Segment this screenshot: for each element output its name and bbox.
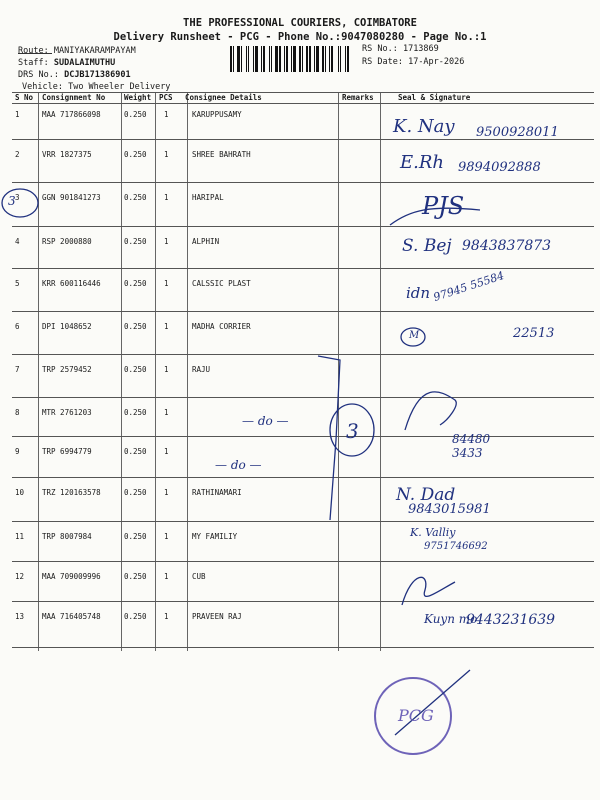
cell-consignee: PRAVEEN RAJ	[192, 612, 242, 621]
cell-consignee: SHREE BAHRATH	[192, 150, 251, 159]
cell-consignee: CUB	[192, 572, 206, 581]
drs-value: DCJB171386901	[64, 70, 131, 80]
route-value: MANIYAKARAMPAYAM	[53, 46, 136, 56]
row-divider	[12, 311, 594, 312]
cell-weight: 0.250	[124, 488, 147, 497]
row6-signature: M	[409, 330, 420, 341]
staff-label: Staff:	[18, 58, 49, 68]
cell-pcs: 1	[164, 110, 169, 119]
cell-weight: 0.250	[124, 532, 147, 541]
col-divider	[121, 92, 122, 651]
row1-signature: K. Nay	[393, 116, 455, 137]
col-divider	[155, 92, 156, 651]
row-divider	[12, 521, 594, 522]
row-divider	[12, 268, 594, 269]
cell-weight: 0.250	[124, 110, 147, 119]
cell-consignment: KRR 600116446	[42, 279, 101, 288]
cell-consignee: RAJU	[192, 365, 211, 374]
row-divider	[12, 561, 594, 562]
cell-weight: 0.250	[124, 612, 147, 621]
vehicle-label: Vehicle:	[22, 82, 63, 92]
cell-pcs: 1	[164, 447, 169, 456]
col-divider	[380, 92, 381, 651]
cell-consignee: RATHINAMARI	[192, 488, 242, 497]
cell-pcs: 1	[164, 572, 169, 581]
row-divider	[12, 182, 594, 183]
cell-weight: 0.250	[124, 365, 147, 374]
cell-pcs: 1	[164, 193, 169, 202]
cell-pcs: 1	[164, 488, 169, 497]
cell-pcs: 1	[164, 532, 169, 541]
cell-weight: 0.250	[124, 447, 147, 456]
cell-consignment: TRP 8007984	[42, 532, 92, 541]
barcode	[230, 46, 358, 72]
rs-date-value: 17-Apr-2026	[408, 57, 465, 67]
vehicle-line	[22, 82, 170, 92]
row-divider	[12, 103, 594, 104]
cell-weight: 0.250	[124, 408, 147, 417]
row5-signature: idn	[406, 284, 431, 302]
cell-sno: 10	[15, 488, 25, 497]
rs-date-line	[362, 57, 464, 67]
row-divider	[12, 477, 594, 478]
cell-consignment: MAA 717866098	[42, 110, 101, 119]
cell-sno: 7	[15, 365, 20, 374]
row-divider	[12, 601, 594, 602]
runsheet-title: Delivery Runsheet - PCG - Phone No.:9047080280 - Page No.:1	[113, 31, 487, 43]
company-title: THE PROFESSIONAL COURIERS, COIMBATORE	[183, 17, 417, 29]
cell-consignment: MAA 716405748	[42, 612, 101, 621]
cell-sno: 8	[15, 408, 20, 417]
cell-consignment: GGN 901841273	[42, 193, 101, 202]
row-divider	[12, 647, 594, 648]
row2-phone: 9894092888	[458, 160, 541, 175]
drs-label: DRS No.:	[18, 70, 59, 80]
cell-consignee: HARIPAL	[192, 193, 224, 202]
route-line	[18, 46, 136, 56]
row4-signature: S. Bej	[402, 236, 452, 256]
drs-line	[18, 70, 131, 80]
row6-phone: 22513	[513, 326, 555, 341]
cell-consignment: TRP 6994779	[42, 447, 92, 456]
staff-line	[18, 58, 115, 68]
row-divider	[12, 397, 594, 398]
col-header-consignment: Consignment No	[42, 93, 106, 102]
cell-weight: 0.250	[124, 322, 147, 331]
cell-weight: 0.250	[124, 572, 147, 581]
row3-signature: PJS	[422, 192, 465, 220]
row8-ditto: — do —	[242, 414, 289, 428]
row13-phone: 9443231639	[466, 612, 556, 628]
col-header-remarks: Remarks	[342, 93, 374, 102]
cell-consignment: TRZ 120163578	[42, 488, 101, 497]
cell-consignment: RSP 2000880	[42, 237, 92, 246]
cell-sno: 5	[15, 279, 20, 288]
cell-sno: 12	[15, 572, 25, 581]
stamp-text: PCG	[398, 706, 434, 725]
cell-consignment: VRR 1827375	[42, 150, 92, 159]
row1-phone: 9500928011	[476, 125, 559, 140]
cell-consignee: ALPHIN	[192, 237, 220, 246]
row9-ditto: — do —	[215, 458, 262, 472]
col-header-sno: S No	[15, 93, 34, 102]
cell-consignee: CALSSIC PLAST	[192, 279, 251, 288]
cell-sno: 13	[15, 612, 25, 621]
cell-consignee: MY FAMILIY	[192, 532, 238, 541]
staff-value: SUDALAIMUTHU	[53, 58, 116, 68]
rs-no-label: RS No.:	[362, 44, 398, 54]
col-header-weight: Weight	[124, 93, 152, 102]
row8-9-phone: 84480 3433	[452, 432, 491, 460]
row-divider	[12, 354, 594, 355]
cell-pcs: 1	[164, 279, 169, 288]
rs-no-line	[362, 44, 439, 54]
cell-consignment: TRP 2579452	[42, 365, 92, 374]
col-header-pcs: PCS	[159, 93, 173, 102]
row11-signature: K. Valliy	[410, 526, 456, 539]
col-divider	[38, 92, 39, 651]
circled-three-label: 3	[346, 419, 359, 443]
cell-consignee: MADHA CORRIER	[192, 322, 251, 331]
rs-no-value: 1713869	[402, 44, 439, 54]
cell-sno: 11	[15, 532, 25, 541]
row13-signature: Kuyn mo	[424, 612, 478, 626]
row4-phone: 9843837873	[462, 238, 552, 254]
cell-consignment: MTR 2761203	[42, 408, 92, 417]
cell-weight: 0.250	[124, 150, 147, 159]
cell-pcs: 1	[164, 237, 169, 246]
row-divider	[12, 226, 594, 227]
cell-consignment: DPI 1048652	[42, 322, 92, 331]
col-header-consignee: Consignee Details	[185, 93, 262, 102]
col-divider	[338, 92, 339, 651]
row-divider	[12, 92, 594, 93]
col-divider	[187, 92, 188, 651]
row5-phone: 97945 55584	[431, 268, 506, 305]
cell-pcs: 1	[164, 150, 169, 159]
cell-weight: 0.250	[124, 237, 147, 246]
route-label: Route:	[18, 46, 49, 56]
cell-sno: 6	[15, 322, 20, 331]
cell-weight: 0.250	[124, 193, 147, 202]
cell-sno: 2	[15, 150, 20, 159]
row-divider	[12, 436, 594, 437]
stamp-strike	[395, 670, 470, 735]
row3-circle-label: 3	[8, 194, 16, 208]
cell-pcs: 1	[164, 365, 169, 374]
cell-weight: 0.250	[124, 279, 147, 288]
cell-consignee: KARUPPUSAMY	[192, 110, 242, 119]
cell-pcs: 1	[164, 612, 169, 621]
rs-date-label: RS Date:	[362, 57, 403, 67]
cell-sno: 3	[15, 193, 20, 202]
vehicle-value: Two Wheeler Delivery	[68, 82, 171, 92]
cell-sno: 1	[15, 110, 20, 119]
cell-pcs: 1	[164, 322, 169, 331]
row11-phone: 9751746692	[424, 541, 488, 552]
row10-phone: 9843015981	[408, 502, 491, 517]
cell-pcs: 1	[164, 408, 169, 417]
cell-sno: 4	[15, 237, 20, 246]
row2-signature: E.Rh	[400, 152, 445, 173]
runsheet-table	[12, 92, 594, 657]
cell-consignment: MAA 709009996	[42, 572, 101, 581]
cell-sno: 9	[15, 447, 20, 456]
col-header-seal: Seal & Signature	[398, 93, 471, 102]
row10-signature: N. Dad	[396, 485, 456, 505]
